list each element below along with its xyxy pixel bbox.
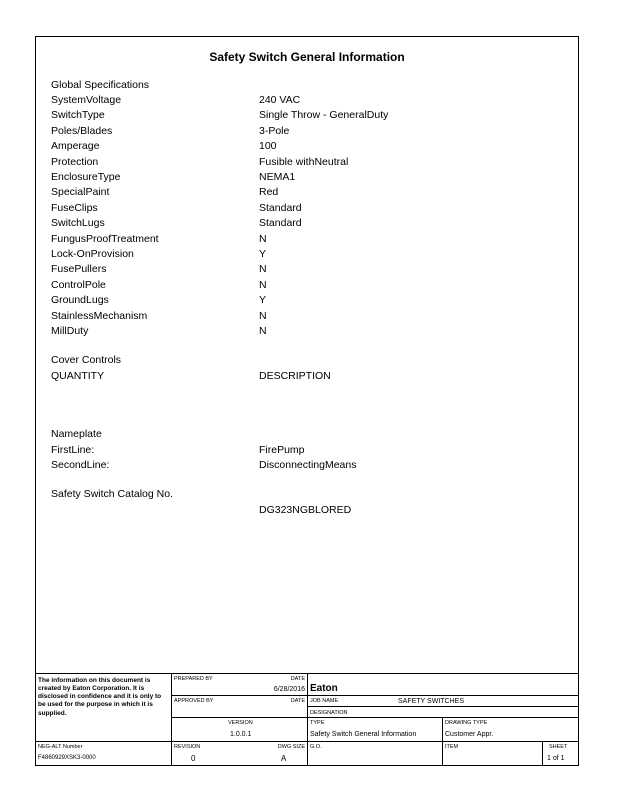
go-label: G.O. — [310, 744, 322, 750]
spec-label: FusePullers — [51, 263, 107, 276]
spec-value: N — [259, 325, 267, 337]
version-cell — [172, 718, 308, 742]
designation-label: DESIGNATION — [310, 710, 348, 716]
spec-label: Protection — [51, 155, 99, 168]
revision-value: 0 — [191, 754, 196, 763]
spec-value: Single Throw - GeneralDuty — [259, 109, 389, 122]
sheet-cell — [543, 742, 578, 766]
job-name-value: SAFETY SWITCHES — [398, 698, 464, 705]
sheet-label: SHEET — [549, 744, 568, 750]
type-cell — [308, 718, 443, 742]
job-name-cell — [308, 696, 578, 707]
spec-label: FungusProofTreatment — [51, 232, 159, 245]
description-column-header: DESCRIPTION — [259, 370, 331, 382]
spec-value: 3-Pole — [259, 124, 290, 137]
drawing-type-cell — [443, 718, 578, 742]
nameplate-heading: Nameplate — [51, 428, 102, 440]
neg-alt-label: NEG-ALT Number — [38, 744, 83, 750]
item-cell — [443, 742, 543, 766]
nameplate-second-line-value: DisconnectingMeans — [259, 459, 357, 471]
spec-label: MillDuty — [51, 325, 89, 337]
spec-value: Standard — [259, 217, 302, 230]
approved-date-label: DATE — [290, 698, 305, 704]
nameplate-first-line-value: FirePump — [259, 444, 305, 456]
spec-label: EnclosureType — [51, 171, 121, 183]
catalog-number-value: DG323NGBLORED — [259, 504, 352, 516]
spec-value: 240 VAC — [259, 94, 301, 106]
confidentiality-cell — [36, 674, 172, 742]
nameplate-first-line-label: FirstLine: — [51, 444, 95, 456]
neg-alt-cell — [36, 742, 172, 766]
spec-value: N — [259, 278, 267, 291]
drawing-type-value: Customer Appr. — [445, 731, 494, 738]
spec-value: Standard — [259, 201, 302, 214]
dwg-size-label: DWG SIZE — [277, 744, 305, 750]
version-label: VERSION — [228, 720, 253, 726]
spec-value: Red — [259, 186, 279, 199]
spec-label: Amperage — [51, 140, 100, 153]
revision-cell — [172, 742, 308, 766]
catalog-number-heading: Safety Switch Catalog No. — [51, 488, 173, 500]
spec-value: N — [259, 232, 267, 245]
spec-label: FuseClips — [51, 201, 98, 214]
global-specifications-heading: Global Specifications — [51, 79, 150, 91]
spec-value: Fusible withNeutral — [259, 155, 349, 168]
spec-value: 100 — [259, 140, 277, 153]
title-block — [36, 673, 578, 766]
page-title: Safety Switch General Information — [209, 50, 405, 64]
spec-label: Poles/Blades — [51, 124, 113, 137]
spec-value: Y — [259, 294, 267, 307]
confidentiality-note: The information on this document is created by Eaton Corporation. It is disclosed in confidence and it is only to be used for the purpose in which it is supplied. — [38, 677, 162, 717]
type-value: Safety Switch General Information — [310, 731, 417, 738]
designation-cell — [308, 707, 578, 718]
neg-alt-value: F4860929XSK3-0000 — [38, 755, 96, 761]
approved-by-cell — [172, 696, 308, 718]
cover-controls-heading: Cover Controls — [51, 354, 122, 366]
date-value: 6/28/2016 — [273, 686, 305, 693]
spec-label: SwitchLugs — [51, 217, 105, 230]
company-name: Eaton — [310, 683, 338, 694]
spec-label: GroundLugs — [51, 294, 109, 307]
spec-value: N — [259, 263, 267, 276]
prepared-by-label: PREPARED BY — [174, 676, 213, 682]
type-label: TYPE — [310, 720, 325, 726]
sheet-value: 1 of 1 — [547, 755, 565, 762]
job-name-label: JOB NAME — [310, 698, 339, 704]
spec-value: Y — [259, 248, 267, 260]
spec-value: NEMA1 — [259, 171, 296, 183]
version-value: 1.0.0.1 — [230, 731, 252, 738]
spec-value: N — [259, 309, 267, 322]
quantity-column-header: QUANTITY — [51, 370, 105, 382]
spec-label: Lock-OnProvision — [51, 248, 134, 260]
document-frame — [35, 36, 579, 766]
nameplate-second-line-label: SecondLine: — [51, 459, 110, 471]
spec-label: SpecialPaint — [51, 186, 110, 199]
item-label: ITEM — [445, 744, 459, 750]
spec-label: SwitchType — [51, 109, 105, 122]
spec-label: StainlessMechanism — [51, 309, 148, 322]
drawing-type-label: DRAWING TYPE — [445, 720, 488, 726]
spec-label: ControlPole — [51, 278, 106, 291]
dwg-size-value: A — [281, 754, 287, 763]
spec-label: SystemVoltage — [51, 94, 122, 106]
date-label: DATE — [290, 676, 305, 682]
go-cell — [308, 742, 443, 766]
revision-label: REVISION — [174, 744, 201, 750]
company-cell — [308, 674, 578, 696]
approved-by-label: APPROVED BY — [174, 698, 214, 704]
prepared-by-cell — [172, 674, 308, 696]
